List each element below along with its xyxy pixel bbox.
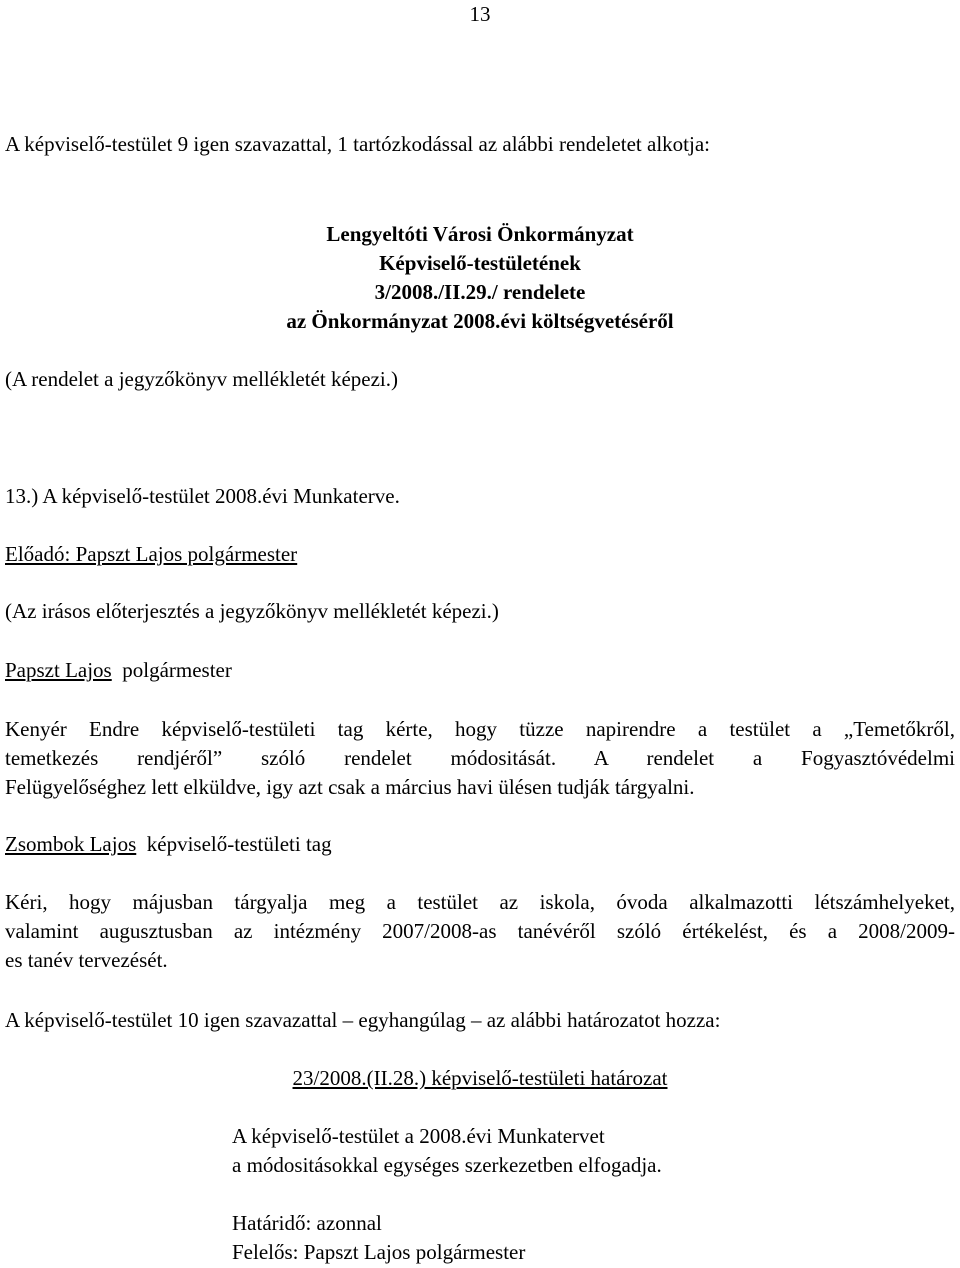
speaker2-paragraph — [5, 888, 955, 975]
intro-text: A képviselő-testület 9 igen szavazattal, 1 tartózkodással az alábbi rendeletet alkotja: — [5, 132, 710, 156]
speaker1-line2: temetkezés rendjéről” szóló rendelet módositását. A rendelet a Fogyasztóvédelmi — [5, 746, 955, 770]
speaker1-name: Papszt Lajos — [5, 658, 112, 682]
decree-heading-line4: az Önkormányzat 2008.évi költségvetéséről — [286, 309, 674, 333]
responsible: Felelős: Papszt Lajos polgármester — [232, 1240, 526, 1264]
speaker1-line3: Felügyelőséghez lett elküldve, igy azt csak a március havi ülésen tudják tárgyalni. — [5, 775, 695, 799]
speaker2-name: Zsombok Lajos — [5, 832, 137, 856]
resolution-title: 23/2008.(II.28.) képviselő-testületi határozat — [292, 1066, 668, 1090]
speaker2-line3: es tanév tervezését. — [5, 948, 168, 972]
decree-heading-line3: 3/2008./II.29./ rendelete — [374, 280, 586, 304]
speaker1-role: polgármester — [122, 658, 232, 682]
deadline: Határidő: azonnal — [232, 1211, 382, 1235]
decree-heading-line2: Képviselő-testületének — [379, 251, 581, 275]
page-number: 13 — [469, 2, 491, 26]
decree-heading-line1: Lengyeltóti Városi Önkormányzat — [326, 222, 634, 246]
speaker2-header — [5, 830, 332, 859]
vote-text: A képviselő-testület 10 igen szavazattal – egyhangúlag – az alábbi határozatot hozza: — [5, 1008, 721, 1032]
speaker1-header — [5, 656, 232, 685]
speaker1-paragraph — [5, 715, 955, 802]
speaker2-line1: Kéri, hogy májusban tárgyalja meg a testület az iskola, óvoda alkalmazotti létszámhelyeket, — [5, 890, 955, 914]
resolution-line2: a módositásokkal egységes szerkezetben elfogadja. — [232, 1153, 662, 1177]
speaker1-line1: Kenyér Endre képviselő-testületi tag kérte, hogy tüzze napirendre a testület a „Temetőkről, — [5, 717, 955, 741]
speaker2-line2: valamint augusztusban az intézmény 2007/2008-as tanévéről szóló értékelést, és a 2008/2009- — [5, 919, 955, 943]
resolution-line1: A képviselő-testület a 2008.évi Munkatervet — [232, 1124, 605, 1148]
speaker2-role: képviselő-testületi tag — [146, 832, 332, 856]
decree-note: (A rendelet a jegyzőkönyv mellékletét képezi.) — [5, 367, 399, 391]
presenter-note: (Az irásos előterjesztés a jegyzőkönyv mellékletét képezi.) — [5, 599, 499, 623]
agenda-item: 13.) A képviselő-testület 2008.évi Munkaterve. — [5, 484, 400, 508]
presenter-line: Előadó: Papszt Lajos polgármester — [5, 542, 298, 566]
